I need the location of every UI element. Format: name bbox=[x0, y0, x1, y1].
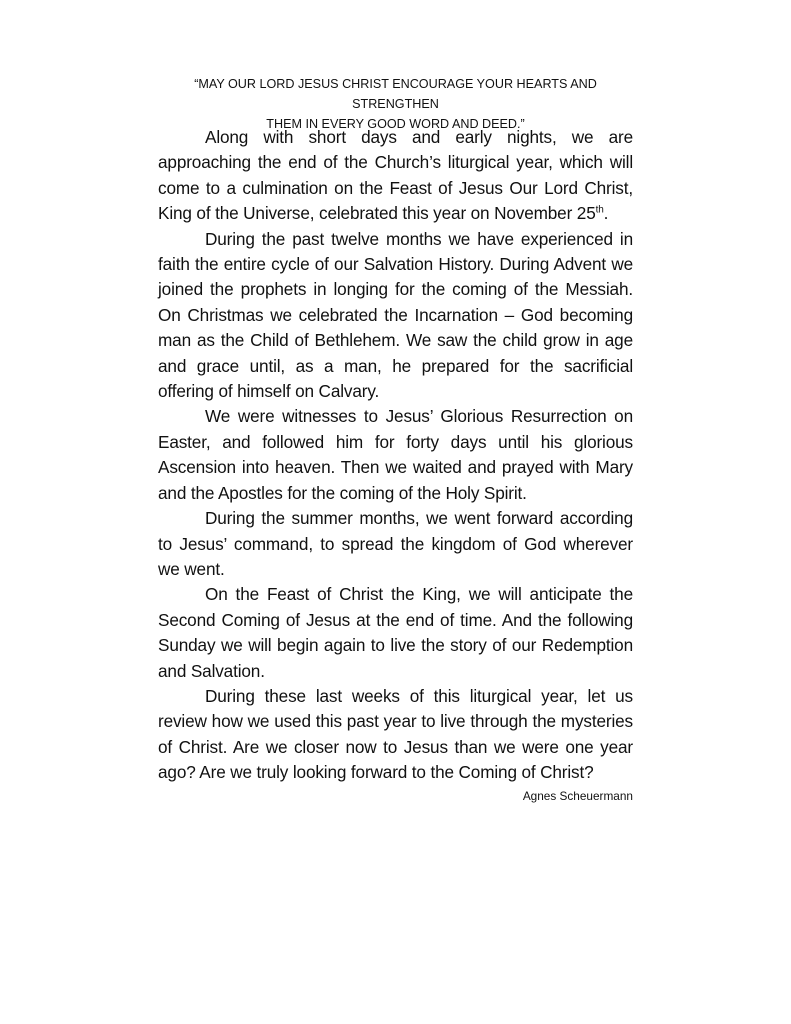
paragraph-1-end: . bbox=[603, 203, 609, 224]
author-signature: Agnes Scheuermann bbox=[522, 789, 633, 803]
header-line-1: “MAY OUR LORD JESUS CHRIST ENCOURAGE YOUR HEARTS AND STRENGTHEN bbox=[194, 77, 597, 111]
paragraph-3: We were witnesses to Jesus’ Glorious Resurrection on Easter, and followed him for forty days until his glorious Ascension into heaven. Then we waited and prayed with Mary and the Apostles for the coming of the Holy Spirit. bbox=[158, 406, 633, 503]
header-line-2: THEM IN EVERY GOOD WORD AND DEED.” bbox=[266, 117, 525, 131]
paragraph-5: On the Feast of Christ the King, we will anticipate the Second Coming of Jesus at the end of time. And the following Sunday we will begin again to live the story of our Redemption and Salvation. bbox=[158, 584, 633, 681]
reflection-body bbox=[158, 125, 633, 786]
paragraph-2: During the past twelve months we have experienced in faith the entire cycle of our Salvation History. During Advent we joined the prophets in longing for the coming of the Messiah. On Christmas we celebrated the Incarnation – God becoming man as the Child of Bethlehem. We saw the child grow in age and grace until, as a man, he prepared for the sacrificial offering of himself on Calvary. bbox=[158, 228, 633, 402]
ordinal-suffix: th bbox=[595, 204, 604, 216]
paragraph-1 bbox=[158, 125, 633, 227]
paragraph-4: During the summer months, we went forward according to Jesus’ command, to spread the kingdom of God wherever we went. bbox=[158, 508, 633, 579]
paragraph-1-text: Along with short days and early nights, we are approaching the end of the Church’s liturgical year, which will come to a culmination on the Feast of Jesus Our Lord Christ, King of the Universe, celebrated this year on November 25 bbox=[158, 127, 633, 224]
paragraph-6: During these last weeks of this liturgical year, let us review how we used this past year to live through the mysteries of Christ. Are we closer now to Jesus than we were one year ago? Are we truly looking forward to the Coming of Christ? bbox=[158, 685, 633, 783]
